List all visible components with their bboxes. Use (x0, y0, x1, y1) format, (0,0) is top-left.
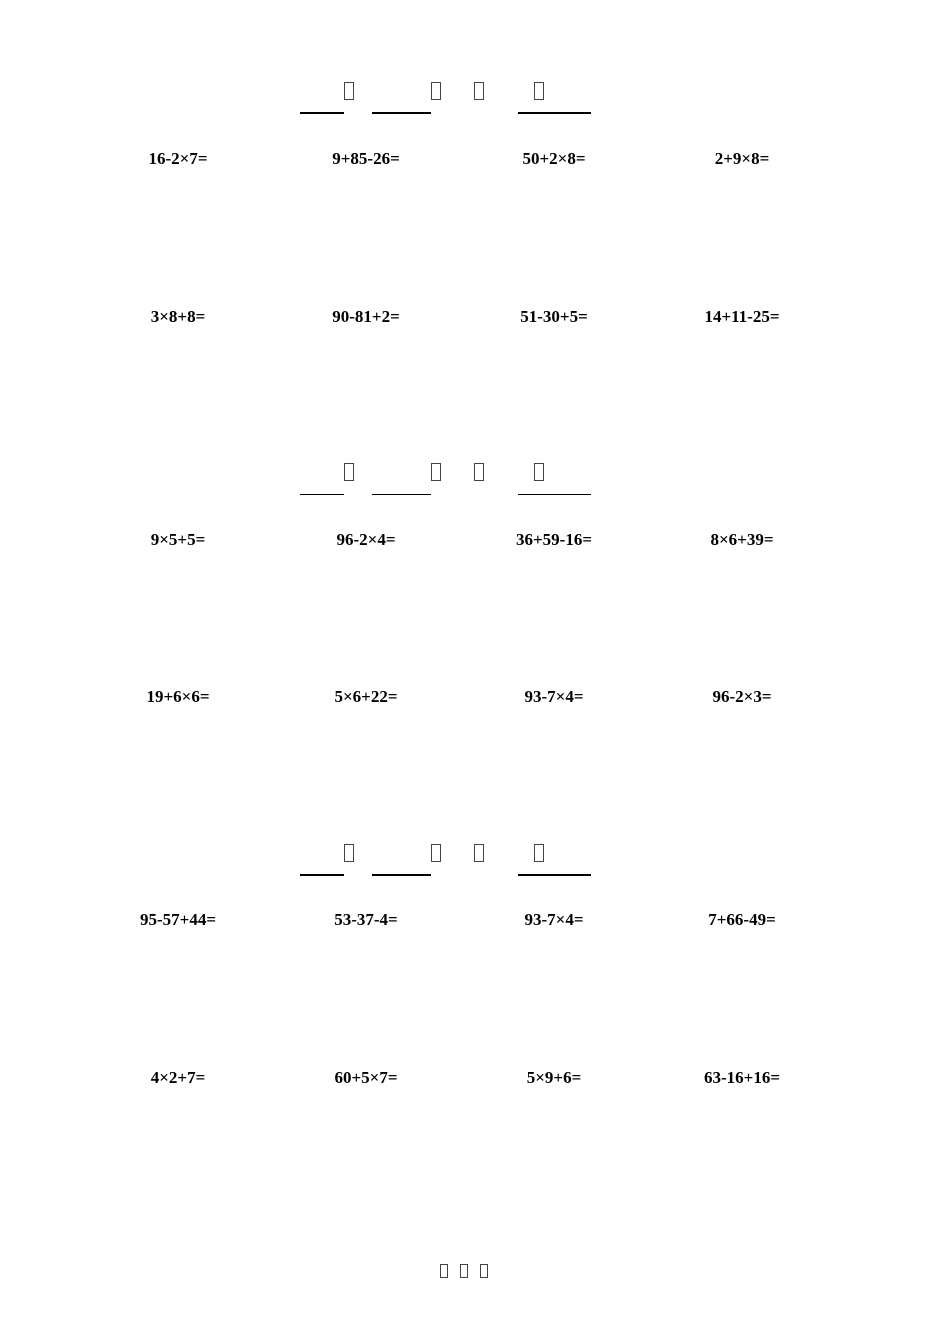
header-glyph-3 (474, 463, 484, 481)
header-glyph-1 (344, 82, 354, 100)
worksheet-header-2 (0, 459, 950, 509)
worksheet-header-1 (0, 78, 950, 128)
problem-s1-r1-c4: 2+9×8= (714, 149, 770, 168)
problem-s2-r1-c1: 9×5+5= (150, 530, 206, 549)
footer-glyph-1 (440, 1264, 448, 1278)
score-blank-2 (518, 494, 591, 495)
name-blank-2 (300, 494, 344, 495)
problem-s3-r2-c4: 63-16+16= (703, 1068, 781, 1087)
header-glyph-4 (534, 844, 544, 862)
footer-glyph-2 (460, 1264, 468, 1278)
problem-s2-r2-c4: 96-2×3= (712, 687, 772, 706)
header-glyph-3 (474, 82, 484, 100)
footer-glyph-3 (480, 1264, 488, 1278)
header-glyph-2 (431, 463, 441, 481)
class-blank-3 (372, 874, 431, 876)
header-glyph-3 (474, 844, 484, 862)
problem-s1-r2-c2: 90-81+2= (332, 307, 400, 326)
problem-s1-r2-c3: 51-30+5= (520, 307, 588, 326)
problem-s2-r1-c3: 36+59-16= (515, 530, 593, 549)
problem-s1-r2-c1: 3×8+8= (150, 307, 206, 326)
worksheet-header-3 (0, 840, 950, 890)
name-blank-3 (300, 874, 344, 876)
name-blank-1 (300, 112, 344, 114)
problem-s2-r2-c1: 19+6×6= (146, 687, 210, 706)
problem-s1-r2-c4: 14+11-25= (704, 307, 780, 326)
problem-s1-r1-c1: 16-2×7= (148, 149, 208, 168)
problem-s3-r2-c2: 60+5×7= (334, 1068, 398, 1087)
problem-s2-r2-c3: 93-7×4= (524, 687, 584, 706)
score-blank-3 (518, 874, 591, 876)
problem-s3-r1-c1: 95-57+44= (139, 910, 217, 929)
problem-s2-r2-c2: 5×6+22= (334, 687, 398, 706)
header-glyph-4 (534, 463, 544, 481)
problem-s3-r1-c3: 93-7×4= (524, 910, 584, 929)
problem-s2-r1-c2: 96-2×4= (336, 530, 396, 549)
problem-s3-r1-c4: 7+66-49= (708, 910, 776, 929)
header-glyph-2 (431, 82, 441, 100)
class-blank-2 (372, 494, 431, 495)
problem-s3-r2-c3: 5×9+6= (526, 1068, 582, 1087)
problem-s1-r1-c2: 9+85-26= (332, 149, 400, 168)
problem-s3-r2-c1: 4×2+7= (150, 1068, 206, 1087)
class-blank-1 (372, 112, 431, 114)
header-glyph-1 (344, 844, 354, 862)
header-glyph-2 (431, 844, 441, 862)
score-blank-1 (518, 112, 591, 114)
problem-s3-r1-c2: 53-37-4= (334, 910, 398, 929)
problem-s1-r1-c3: 50+2×8= (522, 149, 586, 168)
header-glyph-1 (344, 463, 354, 481)
header-glyph-4 (534, 82, 544, 100)
problem-s2-r1-c4: 8×6+39= (710, 530, 774, 549)
